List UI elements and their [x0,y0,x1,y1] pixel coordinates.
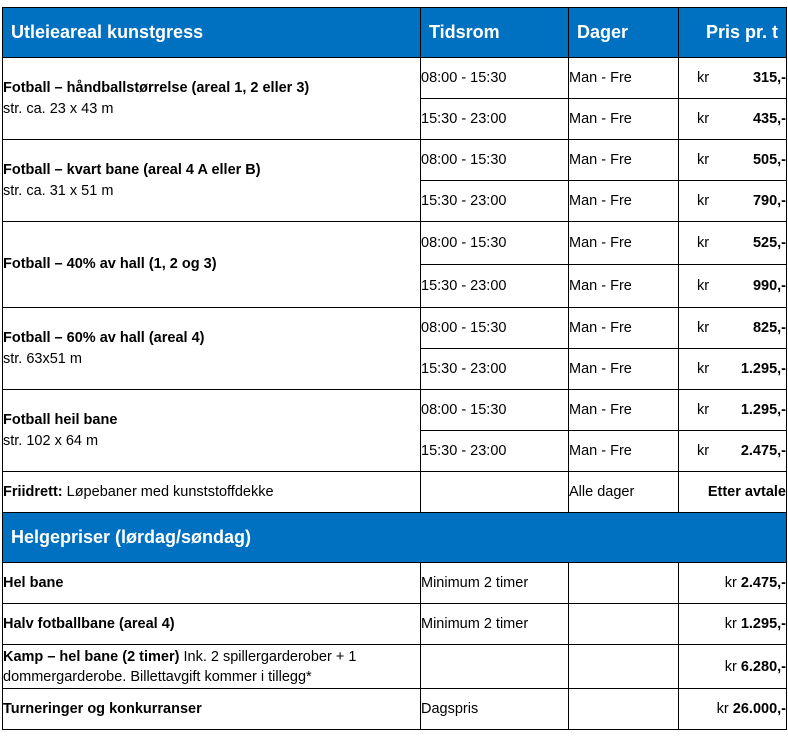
currency: kr [697,278,710,294]
currency: kr [697,235,710,251]
area-title: Fotball heil bane [3,411,118,428]
time-cell [421,645,569,689]
price-value: 825,- [752,320,786,336]
friidrett-desc: Løpebaner med kunststoffdekke [62,483,274,500]
table-row [3,689,787,730]
time-cell: 15:30 - 23:00 [421,99,569,140]
currency: kr [697,443,710,459]
days-cell: Man - Fre [569,390,679,431]
price-table [2,7,787,730]
price-cell [679,99,787,140]
days-cell [569,645,679,689]
currency: kr [724,658,737,675]
friidrett-title: Friidrett: [3,483,63,500]
area-cell [3,222,421,308]
currency: kr [697,320,710,336]
area-title: Fotball – 40% av hall (1, 2 og 3) [3,256,217,272]
currency: kr [697,111,710,127]
table-row [3,58,787,99]
price-cell [679,390,787,431]
time-cell: 08:00 - 15:30 [421,222,569,265]
table-row [3,222,787,265]
weekend-heading: Helgepriser (lørdag/søndag) [3,513,787,563]
friidrett-row [3,472,787,513]
table-row [3,645,787,689]
area-size: str. ca. 31 x 51 m [3,182,114,199]
days-cell: Man - Fre [569,222,679,265]
header-time: Tidsrom [421,8,569,58]
price-cell [679,645,787,689]
currency: kr [697,361,710,377]
price-cell [679,563,787,604]
days-cell: Man - Fre [569,265,679,308]
table-row [3,308,787,349]
area-cell [3,689,421,730]
price-value: 1.295,- [740,361,786,377]
time-cell [421,472,569,513]
days-cell [569,604,679,645]
time-cell: Minimum 2 timer [421,604,569,645]
price-cell [679,265,787,308]
table-row [3,390,787,431]
time-cell: 08:00 - 15:30 [421,390,569,431]
currency: kr [724,616,737,632]
area-size: str. 102 x 64 m [3,432,99,449]
time-cell: 15:30 - 23:00 [421,265,569,308]
currency: kr [697,402,710,418]
area-cell [3,472,421,513]
header-days: Dager [569,8,679,58]
area-size: str. ca. 23 x 43 m [3,100,114,117]
area-title: Turneringer og konkurranser [3,700,202,717]
area-cell [3,604,421,645]
area-title: Hel bane [3,574,64,591]
days-cell [569,563,679,604]
price-cell [679,349,787,390]
price-cell [679,222,787,265]
area-desc: Ink. 2 spillergarderober + 1 dommergarderobe. Billettavgift kommer i tillegg* [3,648,357,685]
header-price: Pris pr. t [679,8,787,58]
area-cell [3,645,421,689]
area-cell [3,308,421,390]
currency: kr [697,193,710,209]
currency: kr [697,70,710,86]
area-title: Fotball – kvart bane (areal 4 A eller B) [3,161,261,178]
table-row [3,140,787,181]
price-value: 1.295,- [740,402,786,418]
price-value: 525,- [752,235,786,251]
currency: kr [716,701,729,717]
table-row [3,604,787,645]
days-cell: Man - Fre [569,349,679,390]
price-value: 1.295,- [740,616,786,632]
area-cell [3,390,421,472]
area-title: Fotball – håndballstørrelse (areal 1, 2 eller 3) [3,79,310,96]
time-cell: 15:30 - 23:00 [421,431,569,472]
price-value: 790,- [752,193,786,209]
area-title: Kamp – hel bane (2 timer) [3,648,180,665]
price-cell [679,58,787,99]
days-cell: Man - Fre [569,58,679,99]
days-cell: Man - Fre [569,431,679,472]
price-value: Etter avtale [707,484,786,500]
days-cell: Man - Fre [569,181,679,222]
price-value: 990,- [752,278,786,294]
price-value: 2.475,- [740,575,786,591]
area-cell [3,140,421,222]
price-cell [679,604,787,645]
currency: kr [697,152,710,168]
time-cell: 08:00 - 15:30 [421,58,569,99]
days-cell: Man - Fre [569,308,679,349]
days-cell: Man - Fre [569,99,679,140]
time-cell: 15:30 - 23:00 [421,349,569,390]
price-value: 2.475,- [740,443,786,459]
time-cell: Minimum 2 timer [421,563,569,604]
area-title: Halv fotballbane (areal 4) [3,615,175,632]
area-title: Fotball – 60% av hall (areal 4) [3,329,205,346]
time-cell: 15:30 - 23:00 [421,181,569,222]
area-size: str. 63x51 m [3,350,82,367]
time-cell: 08:00 - 15:30 [421,308,569,349]
days-cell: Alle dager [569,472,679,513]
currency: kr [724,575,737,591]
weekend-header-row [3,513,787,563]
price-value: 26.000,- [732,701,786,717]
area-cell [3,58,421,140]
price-value: 6.280,- [740,658,786,675]
time-cell: Dagspris [421,689,569,730]
price-value: 315,- [752,70,786,86]
price-cell [679,181,787,222]
header-row [3,8,787,58]
price-cell [679,431,787,472]
price-cell [679,472,787,513]
time-cell: 08:00 - 15:30 [421,140,569,181]
price-cell [679,140,787,181]
area-cell [3,563,421,604]
price-value: 505,- [752,152,786,168]
days-cell [569,689,679,730]
price-value: 435,- [752,111,786,127]
price-cell [679,689,787,730]
price-cell [679,308,787,349]
days-cell: Man - Fre [569,140,679,181]
table-row [3,563,787,604]
header-area: Utleieareal kunstgress [3,8,421,58]
